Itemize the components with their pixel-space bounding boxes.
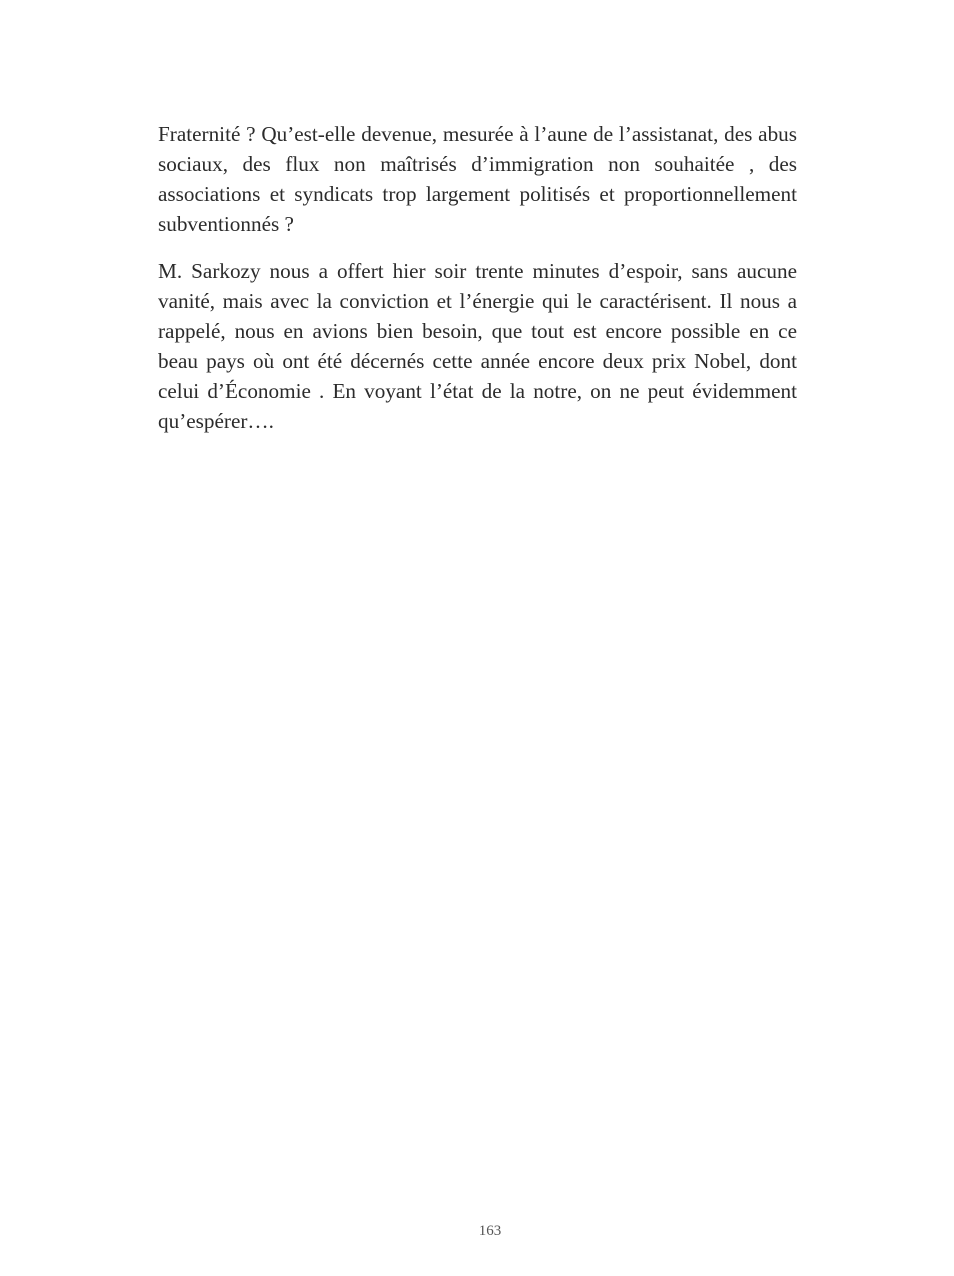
paragraph-fraternite: Fraternité ? Qu’est-elle devenue, mesurée à l’aune de l’assistanat, des abus sociaux, des flux non maîtrisés d’immigration non souhaitée , des associations et syndicats trop largement politisés et proportionnellement subventionnés ? [158, 122, 797, 236]
paragraph-sarkozy: M. Sarkozy nous a offert hier soir trente minutes d’espoir, sans aucune vanité, mais avec la conviction et l’énergie qui le caractérisent. Il nous a rappelé, nous en avions bien besoin, que tout est encore possible en ce beau pays où ont été décernés cette année encore deux prix Nobel, dont celui d’Économie . En voyant l’état de la notre, on ne peut évidemment qu’espérer…. [158, 259, 797, 433]
body-text [158, 119, 797, 453]
page-number: 163 [478, 1223, 502, 1239]
